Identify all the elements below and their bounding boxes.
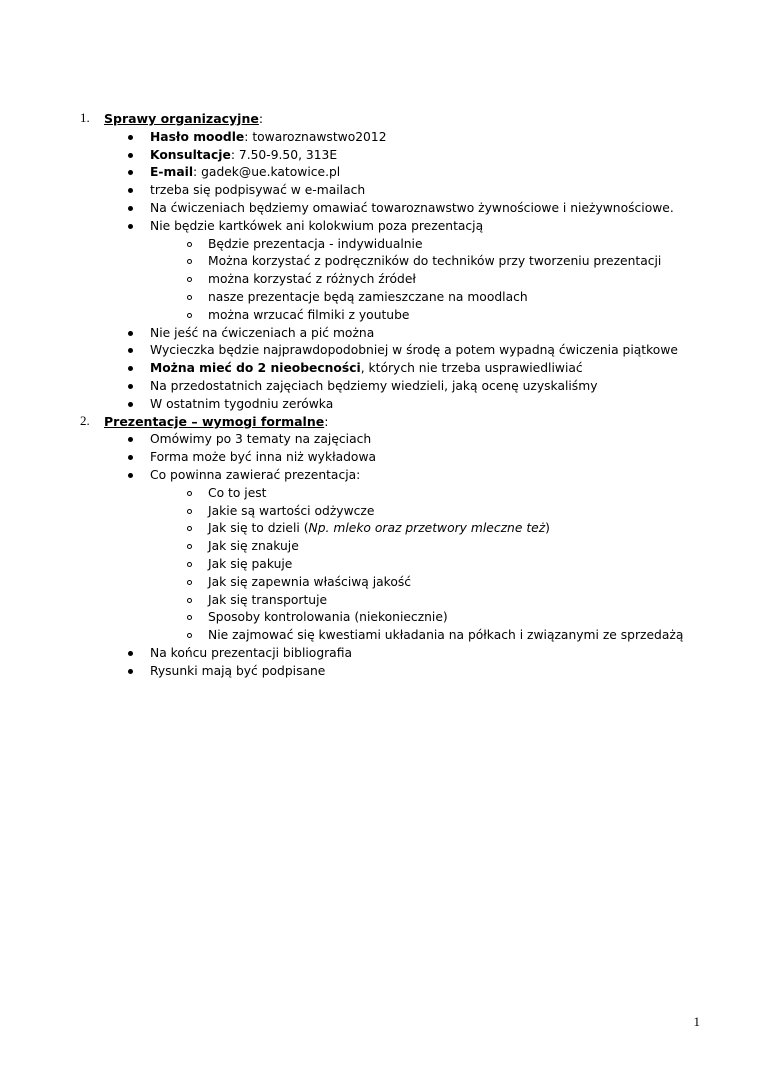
list-item [150, 448, 376, 466]
sub-list-item [208, 484, 266, 502]
bullet-icon [128, 473, 133, 478]
list-item-text: można wrzucać filmiki z youtube [208, 307, 410, 322]
circle-bullet-icon [187, 295, 192, 300]
list-item [150, 199, 674, 217]
list-item-text: Będzie prezentacja - indywidualnie [208, 236, 423, 251]
sub-list-item [208, 502, 374, 520]
list-item-text: Jak się to dzieli ( [208, 521, 309, 536]
sub-list-item [208, 519, 550, 537]
list-item-text: Nie zajmować się kwestiami układania na półkach i związanymi ze sprzedażą [208, 628, 684, 643]
section-number: 1. [80, 110, 90, 125]
list-item-text: Wycieczka będzie najprawdopodobniej w środę a potem wypadną ćwiczenia piątkowe [150, 343, 678, 358]
list-item-text: Sposoby kontrolowania (niekoniecznie) [208, 610, 448, 625]
circle-bullet-icon [187, 491, 192, 496]
list-item [150, 377, 597, 395]
list-item [150, 395, 333, 413]
circle-bullet-icon [187, 598, 192, 603]
list-item-text: W ostatnim tygodniu zerówka [150, 396, 334, 411]
bullet-icon [128, 384, 133, 389]
list-item [150, 217, 483, 235]
list-item-bold: Hasło moodle [150, 129, 245, 144]
list-item-bold: Można mieć do 2 nieobecności [150, 361, 361, 376]
circle-bullet-icon [187, 526, 192, 531]
list-item-text: Jak się transportuje [208, 592, 328, 607]
list-item-text: Na końcu prezentacji bibliografia [150, 646, 352, 660]
list-item-text: Co to jest [208, 485, 267, 500]
circle-bullet-icon [187, 544, 192, 549]
bullet-icon [128, 153, 133, 158]
list-item [150, 146, 337, 164]
bullet-icon [128, 170, 133, 175]
circle-bullet-icon [187, 313, 192, 318]
list-item [150, 466, 360, 484]
list-item-text: można korzystać z różnych źródeł [208, 272, 416, 287]
section-number: 2. [80, 412, 90, 428]
list-item-text: : gadek@ue.katowice.pl [193, 165, 341, 180]
section-title: Prezentacje – wymogi formalne: [104, 413, 329, 429]
list-item-text: Omówimy po 3 tematy na zajęciach [150, 432, 372, 447]
list-item-bold: Konsultacje [150, 147, 231, 162]
list-item-text: Jakie są wartości odżywcze [208, 503, 375, 518]
bullet-icon [128, 455, 133, 460]
sub-list-item [208, 252, 661, 270]
sub-list-item [208, 537, 299, 555]
list-item-text: Jak się zapewnia właściwą jakość [208, 574, 412, 589]
list-item [150, 644, 352, 662]
bullet-icon [128, 651, 133, 656]
circle-bullet-icon [187, 509, 192, 514]
sub-list-item [208, 235, 423, 253]
bullet-icon [128, 206, 133, 211]
list-item [150, 430, 371, 448]
list-item-text: nasze prezentacje będą zamieszczane na moodlach [208, 290, 528, 304]
list-item-italic: Np. mleko oraz przetwory mleczne też [308, 521, 546, 536]
bullet-icon [128, 366, 133, 371]
list-item [150, 181, 365, 199]
bullet-icon [128, 188, 133, 193]
list-item-text: Rysunki mają być podpisane [150, 663, 326, 678]
bullet-icon [128, 135, 133, 140]
list-item-text: trzeba się podpisywać w e-mailach [150, 183, 366, 198]
list-item-text: Na ćwiczeniach będziemy omawiać towaroznawstwo żywnościowe i nieżywnościowe. [150, 201, 674, 215]
section-title-text: Sprawy organizacyjne [104, 111, 259, 126]
bullet-icon [128, 437, 133, 442]
bullet-icon [128, 224, 133, 229]
sub-list-item [208, 591, 327, 609]
section-title: Sprawy organizacyjne: [104, 111, 264, 126]
sub-list-item [208, 306, 409, 324]
list-item-text: Forma może być inna niż wykładowa [150, 450, 377, 465]
list-item-text: Jak się pakuje [208, 557, 293, 571]
list-item-text: Nie jeść na ćwiczeniach a pić można [150, 325, 375, 340]
list-item [150, 341, 678, 359]
list-item [150, 359, 583, 377]
circle-bullet-icon [187, 242, 192, 247]
bullet-icon [128, 669, 133, 674]
sub-list-item [208, 288, 528, 306]
circle-bullet-icon [187, 259, 192, 264]
sub-list-item [208, 608, 448, 626]
circle-bullet-icon [187, 580, 192, 585]
list-item-bold: E-mail [150, 165, 194, 180]
list-item [150, 128, 387, 146]
list-item [150, 662, 325, 680]
sub-list-item [208, 573, 411, 591]
list-item-text: Co powinna zawierać prezentacja: [150, 468, 361, 482]
list-item-text: : 7.50-9.50, 313E [230, 147, 338, 162]
sub-list-item [208, 270, 416, 288]
list-item-text-after: ) [545, 521, 550, 536]
list-item-text: : towaroznawstwo2012 [244, 129, 387, 144]
bullet-icon [128, 331, 133, 336]
list-item-text: Na przedostatnich zajęciach będziemy wiedzieli, jaką ocenę uzyskaliśmy [150, 379, 598, 393]
circle-bullet-icon [187, 615, 192, 620]
list-item-text: Można korzystać z podręczników do techników przy tworzeniu prezentacji [208, 254, 662, 269]
list-item [150, 324, 374, 342]
list-item-text: , których nie trzeba usprawiedliwiać [360, 361, 583, 376]
sub-list-item [208, 626, 683, 644]
bullet-icon [128, 402, 133, 407]
circle-bullet-icon [187, 277, 192, 282]
page-number: 1 [693, 1014, 700, 1029]
list-item [150, 163, 340, 181]
circle-bullet-icon [187, 633, 192, 638]
list-item-text: Jak się znakuje [208, 539, 299, 554]
sub-list-item [208, 555, 292, 573]
bullet-icon [128, 348, 133, 353]
circle-bullet-icon [187, 562, 192, 567]
list-item-text: Nie będzie kartkówek ani kolokwium poza prezentacją [150, 218, 484, 233]
section-title-text: Prezentacje – wymogi formalne [104, 413, 325, 429]
